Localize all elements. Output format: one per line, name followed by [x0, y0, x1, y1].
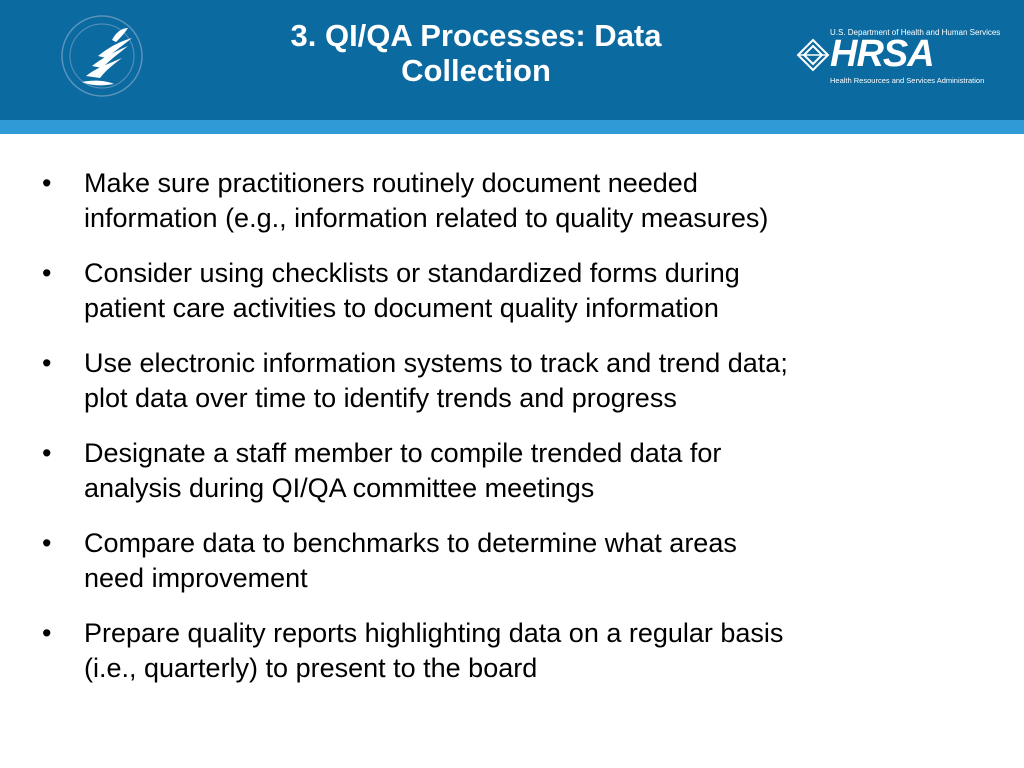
- bullet-text-line: analysis during QI/QA committee meetings: [84, 473, 595, 503]
- hrsa-department-text: U.S. Department of Health and Human Services: [830, 28, 1001, 37]
- bullet-marker: •: [42, 348, 52, 378]
- bullet-text-line: need improvement: [84, 563, 308, 593]
- bullet-text-line: Make sure practitioners routinely document needed: [84, 168, 698, 198]
- bullet-marker: •: [42, 258, 52, 288]
- hrsa-full-name: Health Resources and Services Administration: [830, 76, 985, 85]
- bullet-item: [42, 436, 1002, 506]
- bullet-marker: •: [42, 618, 52, 648]
- bullet-text-line: information (e.g., information related to quality measures): [84, 203, 769, 233]
- bullet-marker: •: [42, 168, 52, 198]
- bullet-text-line: Prepare quality reports highlighting data on a regular basis: [84, 618, 784, 648]
- bullet-item: [42, 256, 1002, 326]
- bullet-marker: •: [42, 438, 52, 468]
- header-stripe: [0, 120, 1024, 134]
- bullet-text-line: Use electronic information systems to track and trend data;: [84, 348, 788, 378]
- hhs-seal-icon: [56, 10, 160, 102]
- bullet-text-line: Compare data to benchmarks to determine what areas: [84, 528, 737, 558]
- hrsa-logo: [796, 28, 1001, 88]
- hrsa-diamond-icon: [796, 38, 830, 72]
- bullet-list: [42, 166, 1002, 706]
- hrsa-acronym: HRSA: [830, 33, 934, 75]
- bullet-text-line: (i.e., quarterly) to present to the board: [84, 653, 538, 683]
- bullet-marker: •: [42, 528, 52, 558]
- bullet-item: [42, 526, 1002, 596]
- slide-title-line-1: 3. QI/QA Processes: Data: [290, 18, 662, 53]
- bullet-text-line: Designate a staff member to compile trended data for: [84, 438, 722, 468]
- bullet-item: [42, 346, 1002, 416]
- bullet-text-line: patient care activities to document quality information: [84, 293, 719, 323]
- slide-title-line-2: Collection: [401, 53, 551, 88]
- slide-title: [226, 18, 726, 88]
- bullet-text-line: Consider using checklists or standardized forms during: [84, 258, 740, 288]
- bullet-item: [42, 166, 1002, 236]
- bullet-item: [42, 616, 1002, 686]
- bullet-text-line: plot data over time to identify trends and progress: [84, 383, 677, 413]
